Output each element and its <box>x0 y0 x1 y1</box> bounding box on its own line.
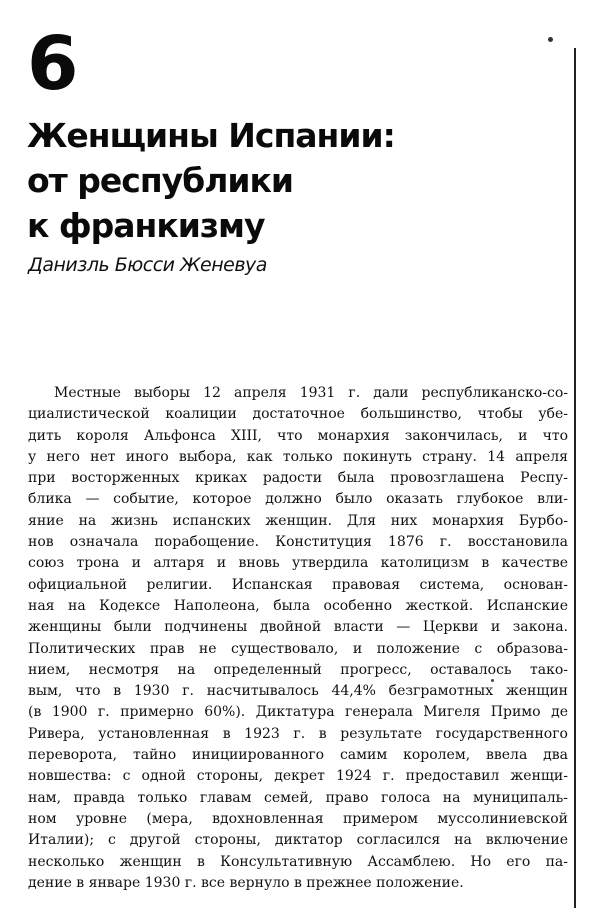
text-line: при восторженных криках радости была провозглашена Респу- <box>28 470 568 487</box>
text-line: ном уровне (мера, вдохновленная примером муссолиниевской <box>28 810 568 827</box>
page-edge-rule <box>574 48 576 908</box>
text-line: яние на жизнь испанских женщин. Для них монархия Бурбо- <box>28 512 568 529</box>
text-line: циалистической коалиции достаточное большинство, чтобы убе- <box>28 406 568 423</box>
text-line: официальной религии. Испанская правовая система, основан- <box>28 576 568 593</box>
text-line: Политических прав не существовало, и положение с образова- <box>28 640 568 657</box>
text-line: женщины были подчинены двойной власти — Церкви и закона. <box>28 619 568 636</box>
chapter-title-line: от республики <box>27 161 294 200</box>
text-line: у него нет иного выбора, как только покинуть страну. 14 апреля <box>28 448 568 465</box>
text-line: Местные выборы 12 апреля 1931 г. дали республиканско-со- <box>54 385 568 401</box>
chapter-number: 6 <box>27 21 77 107</box>
text-line: Ривера, установленная в 1923 г. в результате государственного <box>28 725 568 742</box>
text-line: нам, правда только главам семей, право голоса на муниципаль- <box>28 789 568 806</box>
text-line: несколько женщин в Консультативную Ассамблею. Но его па- <box>28 853 568 870</box>
chapter-title <box>27 113 567 248</box>
text-line: переворота, тайно инициированного самим королем, ввела два <box>28 747 568 764</box>
body-paragraph <box>28 383 568 894</box>
chapter-title-line: к франкизму <box>27 206 265 245</box>
chapter-author: Данизль Бюсси Женевуа <box>28 254 267 276</box>
text-line: новшества: с одной стороны, декрет 1924 г. предоставил женщи- <box>28 768 568 785</box>
text-line: дение в январе 1930 г. все вернуло в прежнее положение. <box>28 874 464 891</box>
text-line: ная на Кодексе Наполеона, была особенно жесткой. Испанские <box>28 597 568 614</box>
text-line: вым, что в 1930 г. насчитывалось 44,4% безграмотных женщин <box>28 683 568 700</box>
chapter-title-line: Женщины Испании: <box>27 116 395 155</box>
text-line: (в 1900 г. примерно 60%). Диктатура генерала Мигеля Примо де <box>28 704 568 721</box>
print-mark <box>548 37 553 42</box>
text-line: нием, несмотря на определенный прогресс, оставалось тако- <box>28 661 568 678</box>
text-line: Италии); с другой стороны, диктатор согласился на включение <box>28 832 568 849</box>
text-line: союз трона и алтаря и вновь утвердила католицизм в качестве <box>28 555 568 572</box>
text-line: блика — событие, которое должно было оказать глубокое вли- <box>28 491 568 508</box>
text-line: нов означала порабощение. Конституция 1876 г. восстановила <box>28 534 568 551</box>
text-line: дить короля Альфонса XIII, что монархия закончилась, и что <box>28 427 568 444</box>
